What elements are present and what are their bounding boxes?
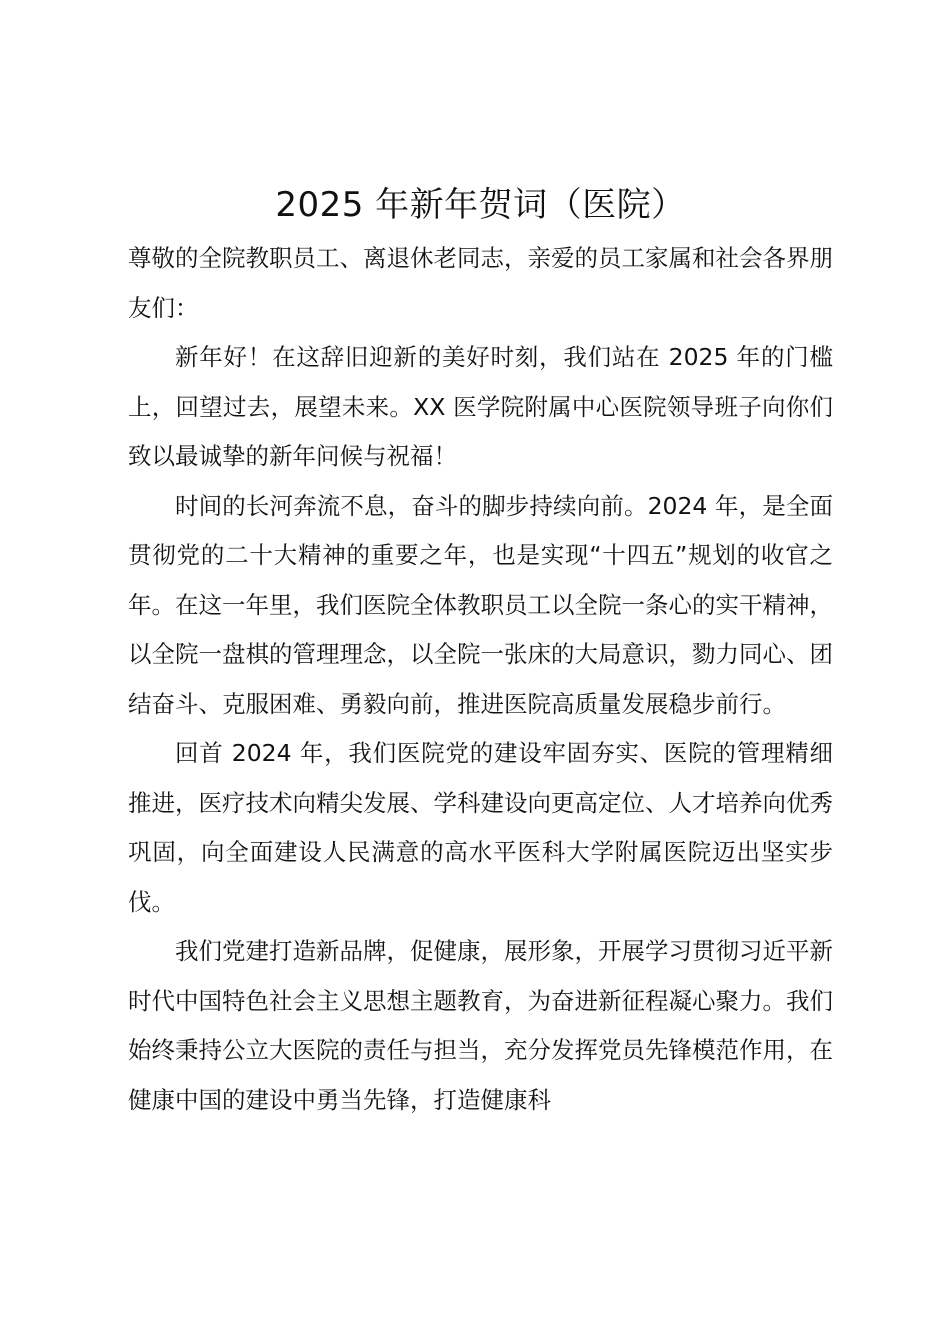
document-title: 2025 年新年贺词（医院） [275, 185, 686, 225]
document-body [128, 178, 833, 1125]
paragraph-achievements: 回首 2024 年，我们医院党的建设牢固夯实、医院的管理精细推进，医疗技术向精尖发展、学科建设向更高定位、人才培养向优秀巩固，向全面建设人民满意的高水平医科大学附属医院迈出坚实步伐。 [128, 739, 833, 916]
paragraph-party-building: 我们党建打造新品牌，促健康，展形象，开展学习贯彻习近平新时代中国特色社会主义思想主题教育，为奋进新征程凝心聚力。我们始终秉持公立大医院的责任与担当，充分发挥党员先锋模范作用，在健康中国的建设中勇当先锋，打造健康科 [128, 937, 833, 1114]
paragraph-review-2024: 时间的长河奔流不息，奋斗的脚步持续向前。2024 年，是全面贯彻党的二十大精神的重要之年，也是实现“十四五”规划的收官之年。在这一年里，我们医院全体教职员工以全院一条心的实干精神，以全院一盘棋的管理理念，以全院一张床的大局意识，勠力同心、团结奋斗、克服困难、勇毅向前，推进医院高质量发展稳步前行。 [128, 491, 833, 718]
paragraph-greeting: 新年好！在这辞旧迎新的美好时刻，我们站在 2025 年的门槛上，回望过去，展望未来。XX 医学院附属中心医院领导班子向你们致以最诚挚的新年问候与祝福！ [128, 343, 833, 470]
salutation: 尊敬的全院教职员工、离退休老同志，亲爱的员工家属和社会各界朋友们： [128, 244, 833, 322]
